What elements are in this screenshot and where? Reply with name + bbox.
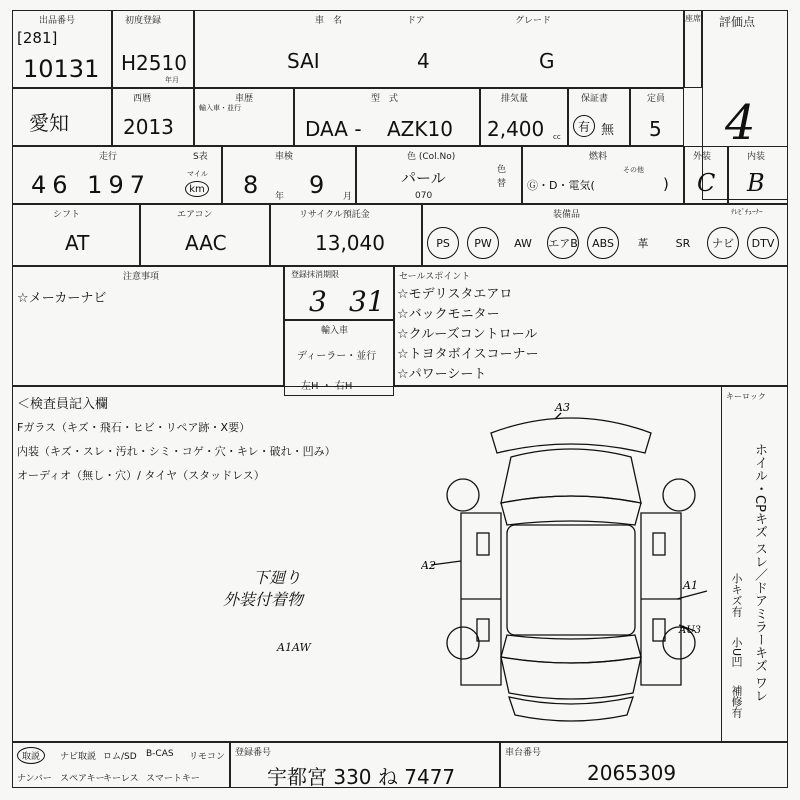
fuel-options: Ⓖ・D・電気(: [527, 179, 595, 192]
interior-label: 内装: [747, 152, 766, 162]
sales-cell: [394, 266, 788, 386]
model-label: 型 式: [371, 94, 399, 104]
notes-label: 注意事項: [123, 272, 160, 282]
mark-a2: A2: [421, 559, 436, 572]
chassis-value: 2065309: [587, 761, 677, 785]
equipment-item: エアB: [547, 227, 579, 259]
equipment-item: ABS: [587, 227, 619, 259]
km-unit-circled: km: [185, 181, 209, 197]
shift-value: AT: [65, 231, 90, 255]
accessory-option: スマートキー: [146, 774, 200, 784]
region-cell: [12, 88, 112, 146]
inspector-title: ＜検査員記入欄: [17, 397, 109, 412]
year-month-mark: 年月: [165, 76, 179, 84]
year-label: 西暦: [133, 94, 152, 104]
import-dealer: ディーラー・並行: [297, 351, 377, 362]
door-value: 4: [417, 49, 430, 73]
inspection-year-unit: 年: [275, 192, 285, 202]
grade-value: G: [539, 49, 555, 73]
equipment-item: DTV: [747, 227, 779, 259]
chassis-label: 車台番号: [505, 748, 542, 758]
fuel-label: 燃料: [589, 152, 608, 162]
first-reg-value: H2510: [121, 51, 187, 75]
color-change-label: 色替: [497, 165, 507, 189]
displacement-cell: [480, 88, 568, 146]
fuel-close: ): [663, 175, 669, 193]
import-label: 輸入車: [321, 326, 349, 336]
right-front-window-shape: [653, 533, 665, 555]
right-note-sub-3: 補修有: [730, 685, 743, 718]
interior-cell: [728, 146, 788, 204]
plate-label: 登録番号: [235, 748, 272, 758]
plate-value: 宇都宮 330 ね 7477: [267, 765, 456, 789]
equipment-item: ナビ: [707, 227, 739, 259]
warranty-yes-circled: 有: [573, 115, 595, 137]
equipment-item: PW: [467, 227, 499, 259]
deadline-month: 3: [309, 285, 327, 318]
equipment-item: 革: [637, 237, 649, 250]
inspection-cell: [222, 146, 356, 204]
history-sub: 輸入車・並行: [199, 104, 241, 112]
front-bumper-shape: [491, 418, 651, 453]
history-label: 車歴: [235, 94, 254, 104]
warranty-cell: [568, 88, 630, 146]
deadline-label: 登録抹消期限: [291, 270, 339, 279]
deadline-cell: [284, 266, 394, 320]
lot-number: 10131: [23, 55, 100, 83]
mile-unit: マイル: [187, 170, 208, 178]
right-note-sub-1: 小キズ有: [730, 573, 743, 617]
model-value: AZK10: [387, 117, 453, 141]
mark-a3: A3: [555, 401, 570, 414]
color-label: 色 (Col.No): [407, 152, 456, 162]
lot-cell: [12, 10, 112, 88]
handwritten-note-3: A1AW: [277, 641, 311, 654]
right-notes-main: ホイル・CPキズ スレ／ドアミラーキズ ワレ: [752, 443, 767, 703]
import-cell: [284, 320, 394, 396]
left-front-wheel-shape: [447, 479, 479, 511]
mileage-cell: [12, 146, 222, 204]
left-rear-window-shape: [477, 619, 489, 641]
capacity-cell: [630, 88, 684, 146]
accessory-option: ナンバー: [17, 774, 52, 784]
inspection-month-unit: 月: [343, 192, 353, 202]
exterior-label: 外装: [693, 152, 712, 162]
accessory-option: スペアキー: [60, 774, 105, 784]
equipment-item: PS: [427, 227, 459, 259]
right-rear-window-shape: [653, 619, 665, 641]
car-name-label: 車 名: [315, 16, 343, 26]
equipment-item: SR: [675, 236, 691, 250]
first-reg-cell: [112, 10, 194, 88]
year-value: 2013: [123, 115, 174, 139]
door-label: ドア: [407, 16, 425, 26]
sales-point: ☆モデリスタエアロ: [397, 287, 513, 302]
aircon-cell: [140, 204, 270, 266]
exterior-grade: C: [697, 169, 716, 197]
model-cell: [294, 88, 480, 146]
equipment-label: 装備品: [553, 210, 581, 220]
first-reg-label: 初度登録: [125, 16, 162, 26]
accessory-option: キーレス: [103, 774, 139, 784]
windshield-shape: [501, 496, 641, 525]
interior-note: 内装（キズ・スレ・汚れ・シミ・コゲ・穴・キレ・破れ・凹み）: [17, 445, 336, 458]
color-cell: [356, 146, 522, 204]
sales-point: ☆パワーシート: [397, 367, 487, 382]
accessory-option: ナビ取説: [60, 752, 97, 762]
color-number: 070: [415, 191, 433, 201]
sales-label: セールスポイント: [399, 272, 471, 282]
fuel-other-label: その他: [623, 166, 644, 174]
audio-tire-note: オーディオ（無し・穴）/ タイヤ（スタッドレス）: [17, 469, 265, 482]
right-note-sub-2: 小U凹: [730, 637, 743, 668]
car-damage-diagram: [421, 393, 721, 733]
mileage-value: 46 197: [31, 171, 151, 199]
car-name-value: SAI: [287, 49, 320, 73]
mileage-s-label: S表: [193, 152, 208, 162]
fuel-cell: [522, 146, 684, 204]
sales-point: ☆トヨタボイスコーナー: [397, 347, 539, 362]
right-front-wheel-shape: [663, 479, 695, 511]
inspection-label: 車検: [275, 152, 294, 162]
rear-bumper-shape: [509, 697, 633, 721]
accessory-option: ロム/SD: [103, 752, 137, 762]
notes-cell: [12, 266, 284, 386]
chassis-cell: [500, 742, 788, 788]
import-handle: 左H ・ 右H: [301, 381, 353, 392]
year-cell: [112, 88, 194, 146]
lot-label: 出品番号: [39, 16, 76, 26]
left-front-window-shape: [477, 533, 489, 555]
roof-shape: [507, 525, 635, 635]
shift-label: シフト: [53, 210, 81, 220]
recycle-label: リサイクル預託金: [299, 210, 370, 220]
displacement-label: 排気量: [501, 94, 529, 104]
exterior-cell: [684, 146, 728, 204]
evaluation-score: 4: [725, 95, 756, 151]
evaluation-label: 評価点: [719, 15, 756, 29]
region-value: 愛知: [29, 111, 69, 135]
accessory-cell: [12, 742, 230, 788]
trunk-shape: [501, 657, 641, 699]
model-prefix: DAA -: [305, 117, 362, 141]
shift-cell: [12, 204, 140, 266]
history-cell: [194, 88, 294, 146]
lot-tag: [281]: [17, 29, 58, 47]
recycle-value: 13,040: [315, 231, 385, 255]
aircon-label: エアコン: [177, 210, 213, 220]
inspection-year: 8: [243, 171, 259, 199]
mark-a1: A1: [683, 579, 698, 592]
capacity-value: 5: [649, 117, 662, 141]
grade-label: グレード: [515, 16, 552, 26]
color-value: パール: [401, 169, 446, 187]
deadline-day: 31: [349, 285, 385, 318]
handwritten-note-2: 外装付着物: [223, 590, 304, 609]
inspector-area: [12, 386, 788, 742]
left-rear-wheel-shape: [447, 627, 479, 659]
accessory-option: 取説: [17, 747, 45, 764]
rear-window-shape: [501, 635, 641, 663]
inspection-month: 9: [309, 171, 325, 199]
warranty-no: 無: [601, 123, 615, 138]
equipment-cell: [422, 204, 788, 266]
plate-cell: [230, 742, 500, 788]
glass-note: Fガラス（キズ・飛石・ヒビ・リペア跡・X要）: [17, 421, 251, 434]
sales-point: ☆バックモニター: [397, 307, 500, 322]
recycle-cell: [270, 204, 422, 266]
aircon-value: AAC: [185, 231, 227, 255]
mark-au3: AU3: [679, 625, 702, 636]
interior-grade: B: [747, 169, 765, 197]
warranty-label: 保証書: [581, 94, 609, 104]
right-notes-column: [721, 387, 789, 743]
hood-shape: [501, 449, 641, 503]
cc-unit: cc: [553, 133, 561, 141]
accessory-option: リモコン: [189, 752, 226, 762]
capacity-label: 定員: [647, 94, 666, 104]
displacement-value: 2,400: [487, 117, 545, 141]
course-label: 座席: [685, 14, 701, 23]
equipment-tail-label: ﾃﾚﾋﾞﾁｭｰﾅｰ: [731, 208, 763, 216]
note-1: ☆メーカーナビ: [17, 291, 107, 306]
car-name-cell: [194, 10, 684, 88]
keyless-label: キーロック: [726, 392, 766, 401]
sales-point: ☆クルーズコントロール: [397, 327, 538, 342]
mileage-label: 走行: [99, 152, 118, 162]
course-cell: [684, 10, 702, 88]
handwritten-note-1: 下廻り: [253, 568, 302, 587]
accessory-option: B-CAS: [146, 749, 174, 759]
equipment-item: AW: [514, 236, 532, 250]
